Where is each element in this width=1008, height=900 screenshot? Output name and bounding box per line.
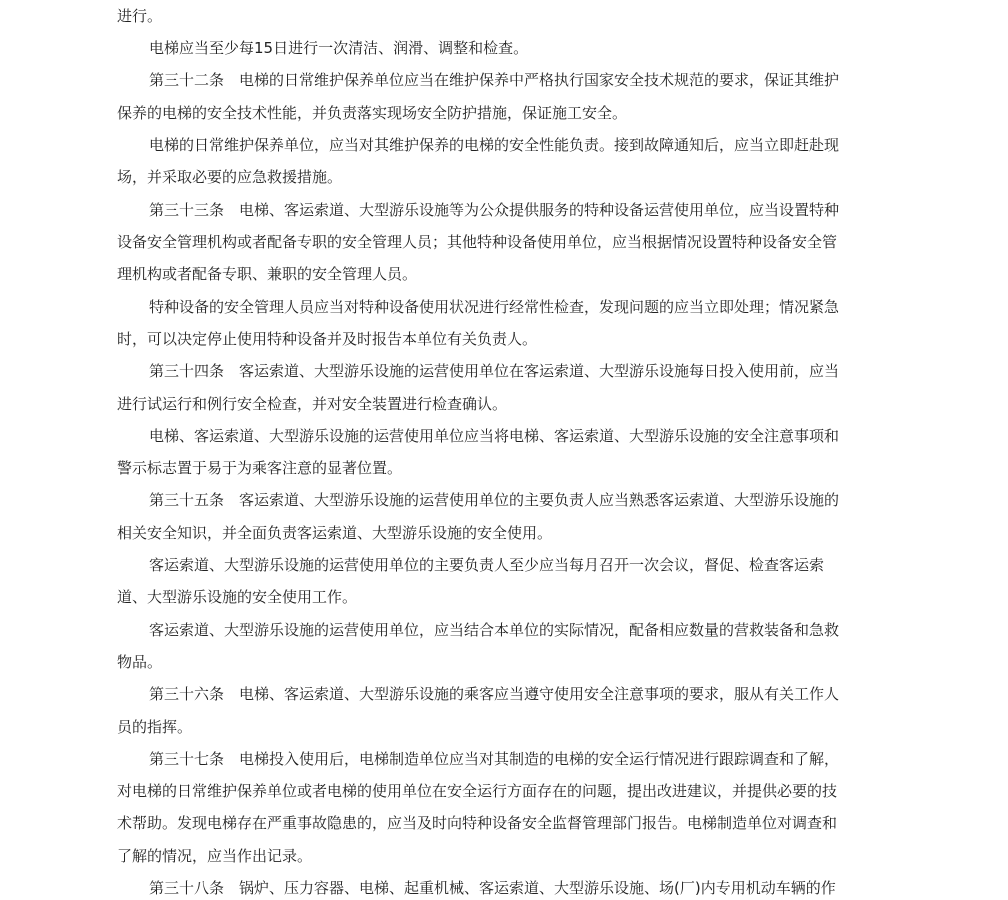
text-line: 第三十七条 电梯投入使用后，电梯制造单位应当对其制造的电梯的安全运行情况进行跟踪调查和了解， bbox=[149, 750, 840, 768]
text-line: 道、大型游乐设施的安全使用工作。 bbox=[117, 588, 358, 606]
text-line: 客运索道、大型游乐设施的运营使用单位，应当结合本单位的实际情况，配备相应数量的营救装备和急救 bbox=[149, 621, 840, 639]
text-line: 第三十五条 客运索道、大型游乐设施的运营使用单位的主要负责人应当熟悉客运索道、大型游乐设施的 bbox=[149, 491, 840, 509]
text-line: 相关安全知识，并全面负责客运索道、大型游乐设施的安全使用。 bbox=[117, 524, 553, 542]
text-line: 时，可以决定停止使用特种设备并及时报告本单位有关负责人。 bbox=[117, 330, 538, 348]
text-line: 第三十六条 电梯、客运索道、大型游乐设施的乘客应当遵守使用安全注意事项的要求，服从有关工作人 bbox=[149, 685, 840, 703]
text-line: 客运索道、大型游乐设施的运营使用单位的主要负责人至少应当每月召开一次会议，督促、检查客运索 bbox=[149, 556, 825, 574]
text-line: 进行试运行和例行安全检查，并对安全装置进行检查确认。 bbox=[117, 395, 508, 413]
text-line: 理机构或者配备专职、兼职的安全管理人员。 bbox=[117, 265, 418, 283]
text-line: 电梯应当至少每15日进行一次清洁、润滑、调整和检查。 bbox=[149, 39, 529, 57]
text-line: 场，并采取必要的应急救援措施。 bbox=[117, 168, 343, 186]
text-line: 设备安全管理机构或者配备专职的安全管理人员；其他特种设备使用单位，应当根据情况设置特种设备安全管 bbox=[117, 233, 838, 251]
text-line: 进行。 bbox=[117, 7, 163, 25]
text-line: 警示标志置于易于为乘客注意的显著位置。 bbox=[117, 459, 403, 477]
text-line: 保养的电梯的安全技术性能，并负责落实现场安全防护措施，保证施工安全。 bbox=[117, 104, 628, 122]
text-line: 物品。 bbox=[117, 653, 163, 671]
text-line: 特种设备的安全管理人员应当对特种设备使用状况进行经常性检查，发现问题的应当立即处理；情况紧急 bbox=[149, 298, 840, 316]
text-line: 第三十三条 电梯、客运索道、大型游乐设施等为公众提供服务的特种设备运营使用单位，应当设置特种 bbox=[149, 201, 840, 219]
text-line: 第三十四条 客运索道、大型游乐设施的运营使用单位在客运索道、大型游乐设施每日投入使用前，应当 bbox=[149, 362, 840, 380]
text-line: 电梯的日常维护保养单位，应当对其维护保养的电梯的安全性能负责。接到故障通知后，应当立即赶赴现 bbox=[149, 136, 840, 154]
text-line: 第三十二条 电梯的日常维护保养单位应当在维护保养中严格执行国家安全技术规范的要求，保证其维护 bbox=[149, 71, 840, 89]
text-line: 电梯、客运索道、大型游乐设施的运营使用单位应当将电梯、客运索道、大型游乐设施的安全注意事项和 bbox=[149, 427, 840, 445]
text-line: 第三十八条 锅炉、压力容器、电梯、起重机械、客运索道、大型游乐设施、场(厂)内专用机动车辆的作 bbox=[149, 879, 836, 897]
text-line: 了解的情况，应当作出记录。 bbox=[117, 847, 313, 865]
text-line: 对电梯的日常维护保养单位或者电梯的使用单位在安全运行方面存在的问题，提出改进建议，并提供必要的技 bbox=[117, 782, 838, 800]
text-line: 术帮助。发现电梯存在严重事故隐患的，应当及时向特种设备安全监督管理部门报告。电梯制造单位对调查和 bbox=[117, 814, 838, 832]
text-line: 员的指挥。 bbox=[117, 718, 193, 736]
